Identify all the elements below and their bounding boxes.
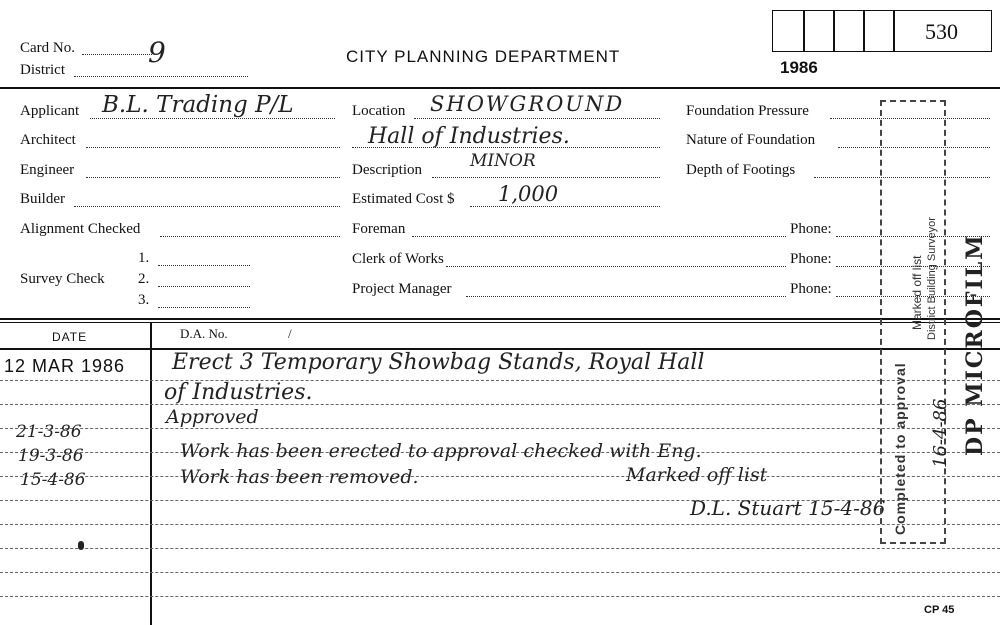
stamp-marked-off-text: Marked off list xyxy=(910,255,924,330)
survey-1-label: 1. xyxy=(138,250,150,266)
log-entry-text: Work has been erected to approval checked with Eng. xyxy=(180,440,702,462)
log-entry-text: Approved xyxy=(166,406,259,428)
card-year: 1986 xyxy=(780,58,818,77)
survey-label: Survey Check xyxy=(20,271,105,287)
engineer-label: Engineer xyxy=(20,162,75,178)
card-no-label: Card No. xyxy=(20,40,75,56)
date-header: DATE xyxy=(52,330,88,344)
inspector-signature: D.L. Stuart 15-4-86 xyxy=(690,496,886,520)
stamp-completed-text: Completed to approval xyxy=(892,362,908,535)
da-no-value: / xyxy=(288,326,292,341)
log-entry-date: 12 MAR 1986 xyxy=(4,356,126,376)
phone-label-foreman: Phone: xyxy=(790,221,832,237)
location-value-line-2: Hall of Industries. xyxy=(368,124,570,149)
card-no-value: 9 xyxy=(148,36,166,69)
project-manager-label: Project Manager xyxy=(352,281,452,297)
marked-off-note: Marked off list xyxy=(626,464,768,486)
cost-value: 1,000 xyxy=(498,182,559,206)
log-entry-date: 15-4-86 xyxy=(20,470,86,490)
nature-of-foundation-label: Nature of Foundation xyxy=(686,132,816,148)
date-column-divider xyxy=(150,322,152,625)
card-no-line xyxy=(82,54,152,55)
applicant-label: Applicant xyxy=(20,103,80,119)
department-title: CITY PLANNING DEPARTMENT xyxy=(346,47,621,66)
file-number: 530 xyxy=(925,19,958,44)
location-value: SHOWGROUND xyxy=(430,92,625,116)
stamp-surveyor-text: District Building Surveyor xyxy=(926,217,938,340)
log-top-rule xyxy=(0,318,1000,320)
form-code: CP 45 xyxy=(924,604,955,616)
builder-label: Builder xyxy=(20,191,65,207)
pencil-mark xyxy=(78,541,84,550)
cost-label: Estimated Cost $ xyxy=(352,191,455,207)
description-value: MINOR xyxy=(470,151,536,171)
phone-label-clerk: Phone: xyxy=(790,251,832,267)
log-entry-text: of Industries. xyxy=(164,380,313,405)
district-line xyxy=(74,76,248,77)
foundation-pressure-label: Foundation Pressure xyxy=(686,103,809,119)
survey-2-label: 2. xyxy=(138,271,150,287)
log-entry-date: 19-3-86 xyxy=(18,446,84,466)
clerk-label: Clerk of Works xyxy=(352,251,444,267)
architect-label: Architect xyxy=(20,132,76,148)
microfilm-mark: DP MICROFILM xyxy=(962,233,988,456)
foreman-label: Foreman xyxy=(352,221,406,237)
header-rule xyxy=(0,87,1000,89)
log-entry-text: Erect 3 Temporary Showbag Stands, Royal Hall xyxy=(172,350,705,375)
applicant-value: B.L. Trading P/L xyxy=(102,92,294,118)
phone-label-manager: Phone: xyxy=(790,281,832,297)
da-no-header: D.A. No. xyxy=(180,326,228,341)
file-number-box xyxy=(772,10,992,52)
location-label: Location xyxy=(352,103,406,119)
district-label: District xyxy=(20,62,65,78)
alignment-label: Alignment Checked xyxy=(20,221,141,237)
log-entry-text: Work has been removed. xyxy=(180,466,419,488)
stamp-date: 16-4-86 xyxy=(930,398,951,468)
depth-of-footings-label: Depth of Footings xyxy=(686,162,796,178)
description-label: Description xyxy=(352,162,422,178)
survey-3-label: 3. xyxy=(138,292,150,308)
log-entry-date: 21-3-86 xyxy=(16,422,82,442)
